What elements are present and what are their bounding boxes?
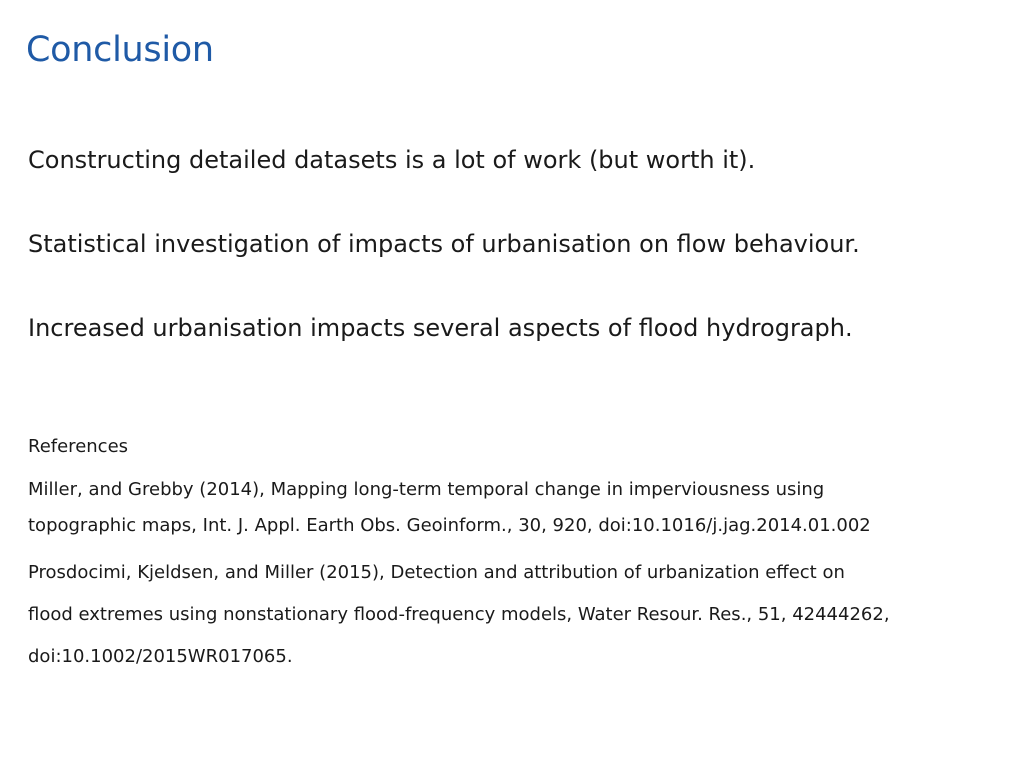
references-section [28, 436, 998, 678]
reference-line: topographic maps, Int. J. Appl. Earth Obs. Geoinform., 30, 920, doi:10.1016/j.jag.2014.01.002 [28, 515, 871, 536]
reference-prosdocimi-2015 [28, 552, 998, 678]
reference-line: Prosdocimi, Kjeldsen, and Miller (2015), Detection and attribution of urbanization effect on [28, 562, 845, 583]
references-heading: References [28, 436, 129, 457]
reference-line: flood extremes using nonstationary flood-frequency models, Water Resour. Res., 51, 42444262, [28, 604, 890, 625]
reference-miller-grebby-2014 [28, 472, 998, 544]
slide-title: Conclusion [26, 30, 214, 70]
conclusion-point-flood-hydrograph: Increased urbanisation impacts several aspects of flood hydrograph. [28, 314, 853, 342]
conclusion-point-datasets: Constructing detailed datasets is a lot of work (but worth it). [28, 146, 756, 174]
reference-line: doi:10.1002/2015WR017065. [28, 646, 293, 667]
conclusion-point-statistical-investigation: Statistical investigation of impacts of urbanisation on flow behaviour. [28, 230, 860, 258]
reference-line: Miller, and Grebby (2014), Mapping long-term temporal change in imperviousness using [28, 479, 825, 500]
